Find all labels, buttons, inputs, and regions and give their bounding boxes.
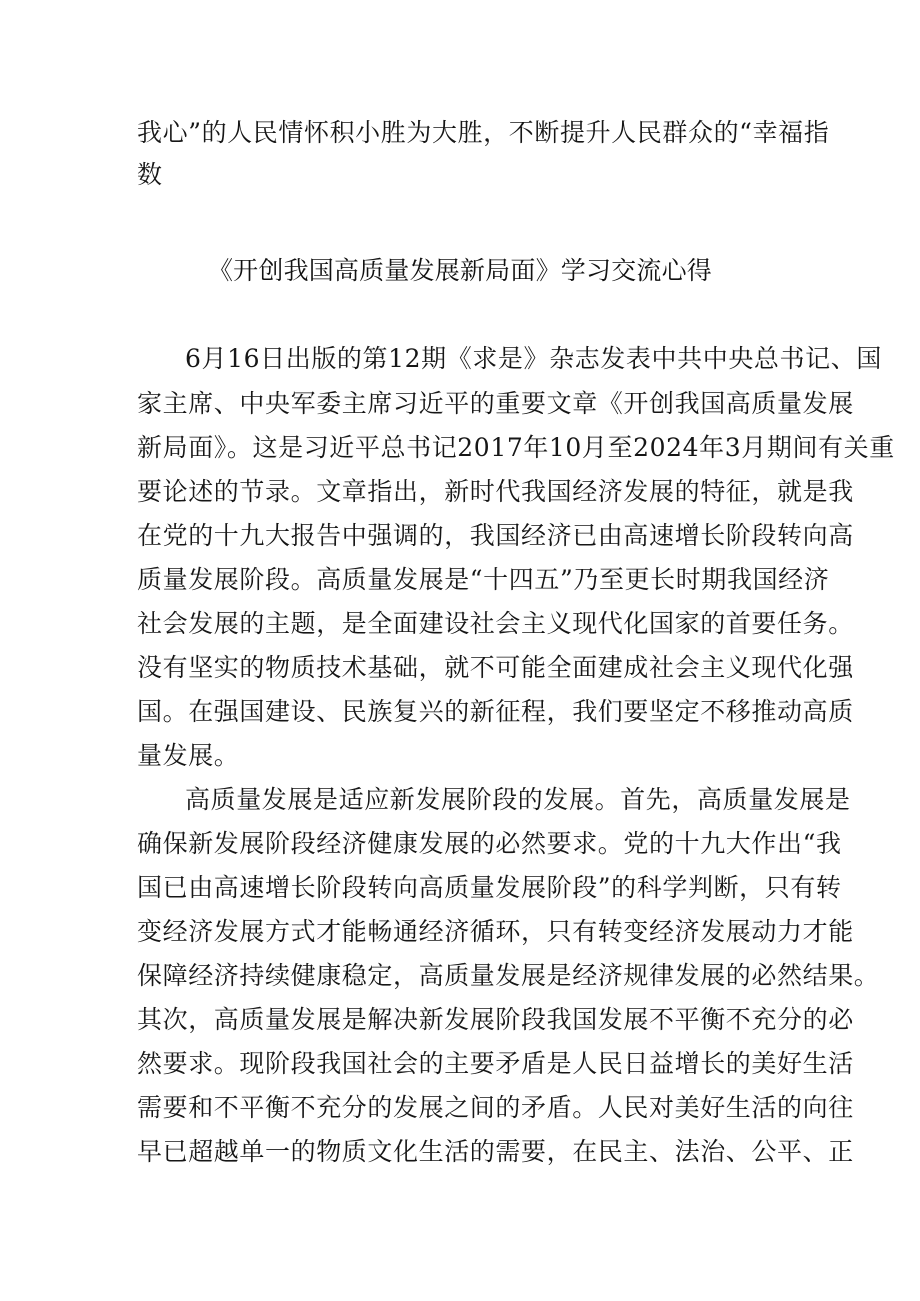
paragraph-2-line: 其次，高质量发展是解决新发展阶段我国发展不平衡不充分的必 — [137, 1005, 854, 1034]
paragraph-1-line: 没有坚实的物质技术基础，就不可能全面建成社会主义现代化强 — [137, 653, 854, 682]
continuation-line: 数 — [137, 160, 163, 189]
paragraph-2-line: 然要求。现阶段我国社会的主要矛盾是人民日益增长的美好生活 — [137, 1049, 854, 1078]
paragraph-1-line: 量发展。 — [137, 741, 240, 770]
paragraph-2-line: 早已超越单一的物质文化生活的需要，在民主、法治、公平、正 — [137, 1137, 854, 1166]
document-title: 《开创我国高质量发展新局面》学习交流心得 — [207, 256, 712, 285]
paragraph-2-line: 国已由高速增长阶段转向高质量发展阶段”的科学判断，只有转 — [137, 873, 842, 902]
paragraph-1-line: 在党的十九大报告中强调的，我国经济已由高速增长阶段转向高 — [137, 521, 854, 550]
paragraph-2-line: 需要和不平衡不充分的发展之间的矛盾。人民对美好生活的向往 — [137, 1093, 854, 1122]
paragraph-1-line: 要论述的节录。文章指出，新时代我国经济发展的特征，就是我 — [137, 477, 854, 506]
paragraph-1-line: 国。在强国建设、民族复兴的新征程，我们要坚定不移推动高质 — [137, 697, 854, 726]
paragraph-1-line: 新局面》。这是习近平总书记2017年10月至2024年3月期间有关重 — [137, 433, 895, 462]
paragraph-1-line: 家主席、中央军委主席习近平的重要文章《开创我国高质量发展 — [137, 389, 854, 418]
paragraph-2-line: 高质量发展是适应新发展阶段的发展。首先，高质量发展是 — [185, 785, 851, 814]
paragraph-2-line: 变经济发展方式才能畅通经济循环，只有转变经济发展动力才能 — [137, 917, 854, 946]
paragraph-2-line: 保障经济持续健康稳定，高质量发展是经济规律发展的必然结果。 — [137, 961, 880, 990]
paragraph-1-line: 6月16日出版的第12期《求是》杂志发表中共中央总书记、国 — [185, 344, 882, 373]
paragraph-2-line: 确保新发展阶段经济健康发展的必然要求。党的十九大作出“我 — [137, 829, 842, 858]
paragraph-1-line: 社会发展的主题，是全面建设社会主义现代化国家的首要任务。 — [137, 609, 854, 638]
continuation-line: 我心”的人民情怀积小胜为大胜，不断提升人民群众的“幸福指 — [137, 118, 830, 147]
paragraph-1-line: 质量发展阶段。高质量发展是“十四五”乃至更长时期我国经济 — [137, 565, 830, 594]
